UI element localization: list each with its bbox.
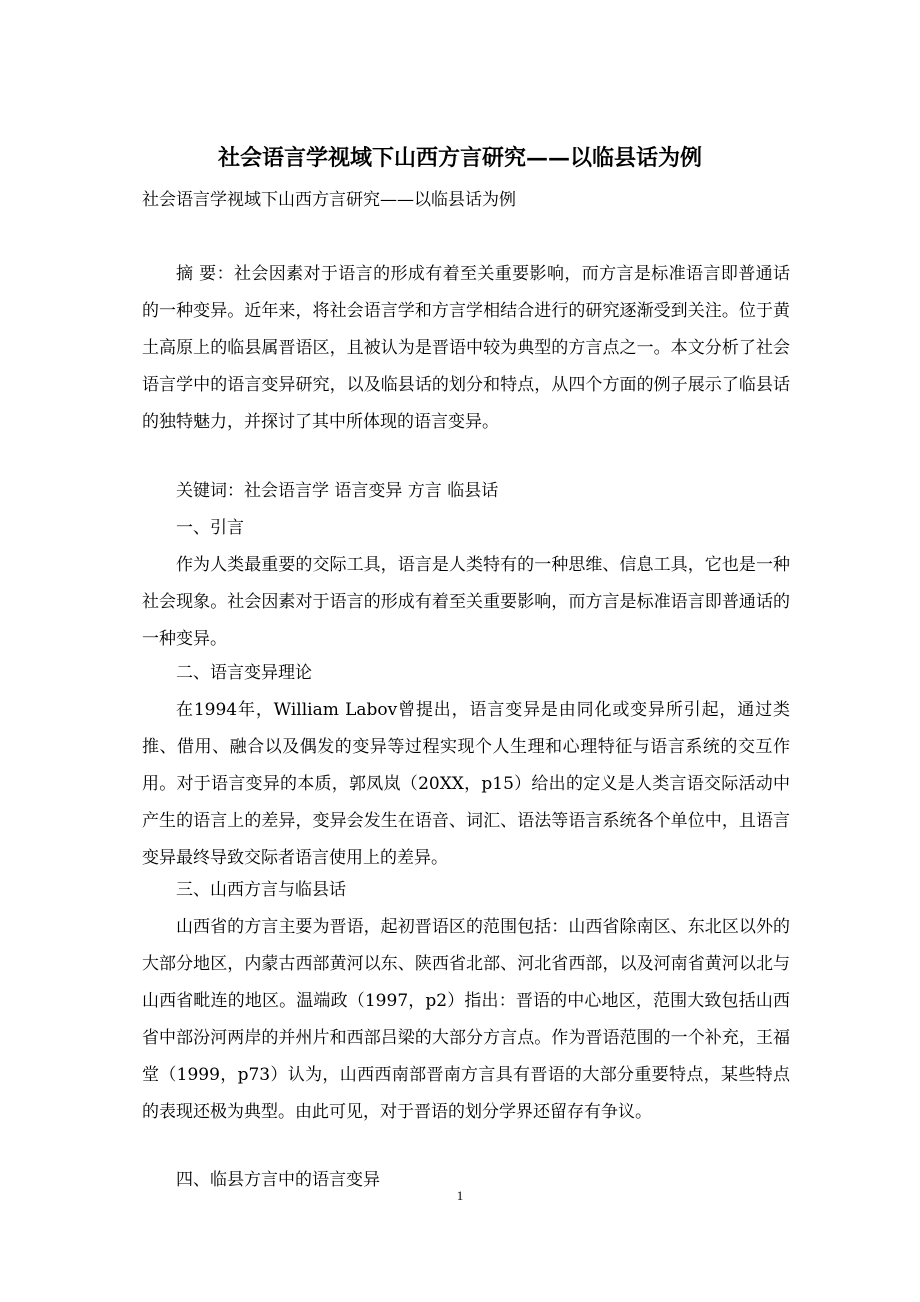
page-number: 1 [456,1188,464,1203]
document-subtitle: 社会语言学视域下山西方言研究——以临县话为例 [142,190,516,210]
section-body-variation-theory: 在1994年，William Labov曾提出，语言变异是由同化或变异所引起，通过类推、借用、融合以及偶发的变异等过程实现个人生理和心理特征与语言系统的交互作用。对于语言变异的本质，郭凤岚（20XX，p15）给出的定义是人类言语交际活动中产生的语言上的差异，变异会发生在语音、词汇、语法等语言系统各个单位中，且语言变异最终导致交际者语言使用上的差异。 [142,700,790,868]
section-body-shanxi-dialect: 山西省的方言主要为晋语，起初晋语区的范围包括：山西省除南区、东北区以外的大部分地区，内蒙古西部黄河以东、陕西省北部、河北省西部，以及河南省黄河以北与山西省毗连的地区。温端政（1997，p2）指出：晋语的中心地区，范围大致包括山西省中部汾河两岸的并州片和西部吕梁的大部分方言点。作为晋语范围的一个补充，王福堂（1999，p73）认为，山西西南部晋南方言具有晋语的大部分重要特点，某些特点的表现还极为典型。由此可见，对于晋语的划分学界还留存有争议。 [142,917,790,1122]
section-heading-linxian-variation: 四、临县方言中的语言变异 [176,1170,380,1190]
section-heading-variation-theory: 二、语言变异理论 [176,663,312,683]
keywords-line: 关键词：社会语言学 语言变异 方言 临县话 [176,481,499,501]
section-heading-introduction: 一、引言 [176,518,244,538]
document-title: 社会语言学视域下山西方言研究——以临县话为例 [217,145,702,171]
section-body-introduction: 作为人类最重要的交际工具，语言是人类特有的一种思维、信息工具，它也是一种社会现象。社会因素对于语言的形成有着至关重要影响，而方言是标准语言即普通话的一种变异。 [142,555,790,649]
section-heading-shanxi-dialect: 三、山西方言与临县话 [176,880,346,900]
abstract-paragraph: 摘 要：社会因素对于语言的形成有着至关重要影响，而方言是标准语言即普通话的一种变异。近年来，将社会语言学和方言学相结合进行的研究逐渐受到关注。位于黄土高原上的临县属晋语区，且被认为是晋语中较为典型的方言点之一。本文分析了社会语言学中的语言变异研究，以及临县话的划分和特点，从四个方面的例子展示了临县话的独特魅力，并探讨了其中所体现的语言变异。 [142,264,790,432]
